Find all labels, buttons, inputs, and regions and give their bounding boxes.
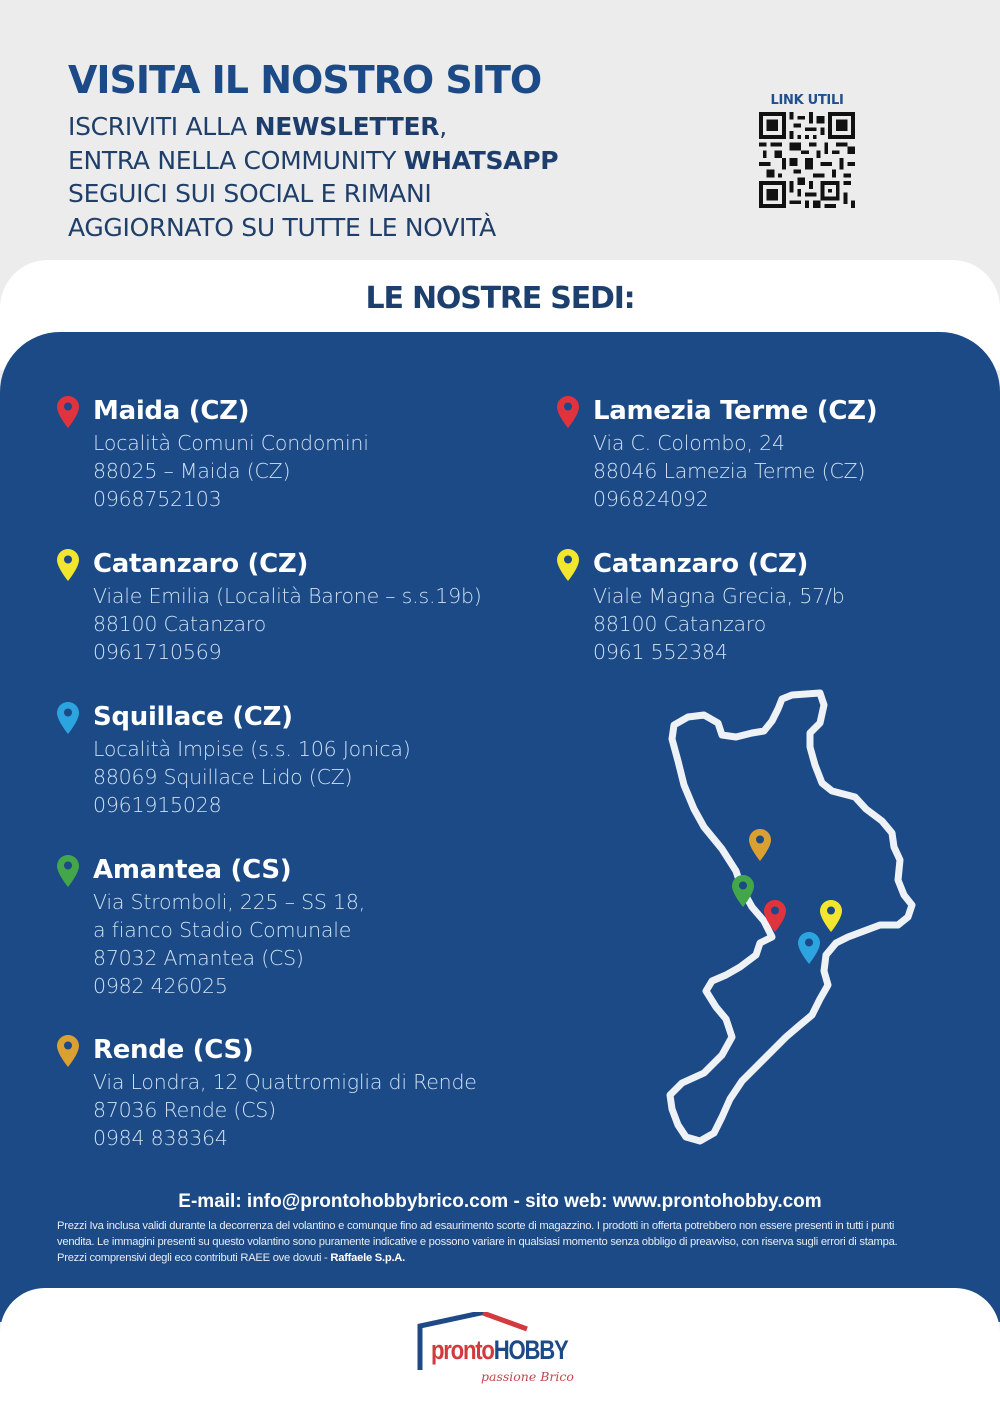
store-address: Località Comuni Condomini [93, 431, 369, 455]
contact-info[interactable]: E-mail: info@prontohobbybrico.com - sito web: www.prontohobby.com [178, 1191, 822, 1212]
store-name: Amantea (CS) [93, 855, 292, 885]
map-pin-squillace [798, 932, 820, 964]
store-address-note: a fianco Stadio Comunale [93, 918, 352, 942]
store-details [93, 582, 482, 666]
store-phone[interactable]: 096824092 [593, 487, 709, 511]
store-name: Rende (CS) [93, 1035, 254, 1065]
logo-wordmark: prontoHOBBY [431, 1335, 568, 1365]
newsletter-invite [68, 110, 558, 244]
store-name: Catanzaro (CZ) [93, 549, 309, 579]
store-phone[interactable]: 0982 426025 [93, 974, 228, 998]
prontohobby-logo [415, 1312, 585, 1392]
store-details [593, 429, 865, 513]
store-details [93, 735, 411, 819]
store-details [93, 1068, 477, 1152]
newsletter-emphasis: NEWSLETTER [254, 112, 440, 141]
logo-tagline: passione Brico [481, 1369, 574, 1384]
store-city: 88100 Catanzaro [593, 612, 767, 636]
headline: VISITA IL NOSTRO SITO [68, 58, 542, 102]
legal-disclaimer: Prezzi Iva inclusa validi durante la decorrenza del volantino e comunque fino ad esaurimento scorte di magazzino. I prodotti in offerta potrebbero non essere presenti in tutti i punti vendita. Le immagini presenti su questo volantino sono puramente indicative e possono variare in qualsiasi momento senza obbligo di preavviso, con riserva sugli errori di stampa. Prezzi comprensivi degli eco contributi RAEE ove dovuti - Raffaele S.p.A. [57, 1220, 898, 1264]
store-address: Viale Emilia (Località Barone – s.s.19b) [93, 584, 482, 608]
store-address: Via Stromboli, 225 – SS 18, [93, 890, 366, 914]
qr-link-block[interactable] [757, 93, 857, 213]
map-pin-icon [57, 1035, 79, 1067]
store-details [593, 582, 845, 666]
map-pin-catanzaro [820, 900, 842, 932]
store-details [93, 888, 365, 1000]
store-name: Maida (CZ) [93, 396, 250, 426]
qr-code-icon[interactable] [759, 112, 855, 208]
store-phone[interactable]: 0968752103 [93, 487, 222, 511]
store-address: Viale Magna Grecia, 57/b [593, 584, 845, 608]
store-details [93, 429, 369, 513]
invite-line-3: SEGUICI SUI SOCIAL E RIMANI [68, 179, 432, 208]
store-city: 88100 Catanzaro [93, 612, 267, 636]
store-city: 88069 Squillace Lido (CZ) [93, 765, 353, 789]
whatsapp-emphasis: WHATSAPP [403, 145, 559, 175]
map-pin-icon [557, 549, 579, 581]
map-pin-icon [57, 702, 79, 734]
calabria-map [660, 685, 920, 1155]
header [0, 0, 1000, 270]
map-pin-icon [57, 549, 79, 581]
store-city: 88046 Lamezia Terme (CZ) [593, 459, 866, 483]
invite-line-2: ENTRA NELLA COMMUNITY WHATSAPP [68, 145, 559, 175]
map-pin-icon [557, 396, 579, 428]
store-address: Via C. Colombo, 24 [593, 431, 785, 455]
store-phone[interactable]: 0984 838364 [93, 1126, 228, 1150]
store-phone[interactable]: 0961710569 [93, 640, 222, 664]
store-city: 87036 Rende (CS) [93, 1098, 276, 1122]
store-address: Località Impise (s.s. 106 Jonica) [93, 737, 411, 761]
invite-line-1: ISCRIVITI ALLA NEWSLETTER, [68, 112, 447, 141]
map-pin-icon [57, 855, 79, 887]
store-phone[interactable]: 0961 552384 [593, 640, 728, 664]
store-city: 88025 – Maida (CZ) [93, 459, 291, 483]
qr-label: LINK UTILI [770, 93, 844, 108]
store-city: 87032 Amantea (CS) [93, 946, 304, 970]
store-phone[interactable]: 0961915028 [93, 793, 222, 817]
store-name: Squillace (CZ) [93, 702, 293, 732]
invite-line-4: AGGIORNATO SU TUTTE LE NOVITÀ [68, 212, 496, 242]
store-name: Catanzaro (CZ) [593, 549, 809, 579]
map-pin-rende [749, 829, 771, 861]
store-address: Via Londra, 12 Quattromiglia di Rende [93, 1070, 477, 1094]
region-outline [670, 693, 912, 1141]
map-pin-icon [57, 396, 79, 428]
company-name: Raffaele S.p.A. [330, 1252, 405, 1264]
section-title: LE NOSTRE SEDI: [365, 281, 635, 316]
store-name: Lamezia Terme (CZ) [593, 396, 878, 426]
